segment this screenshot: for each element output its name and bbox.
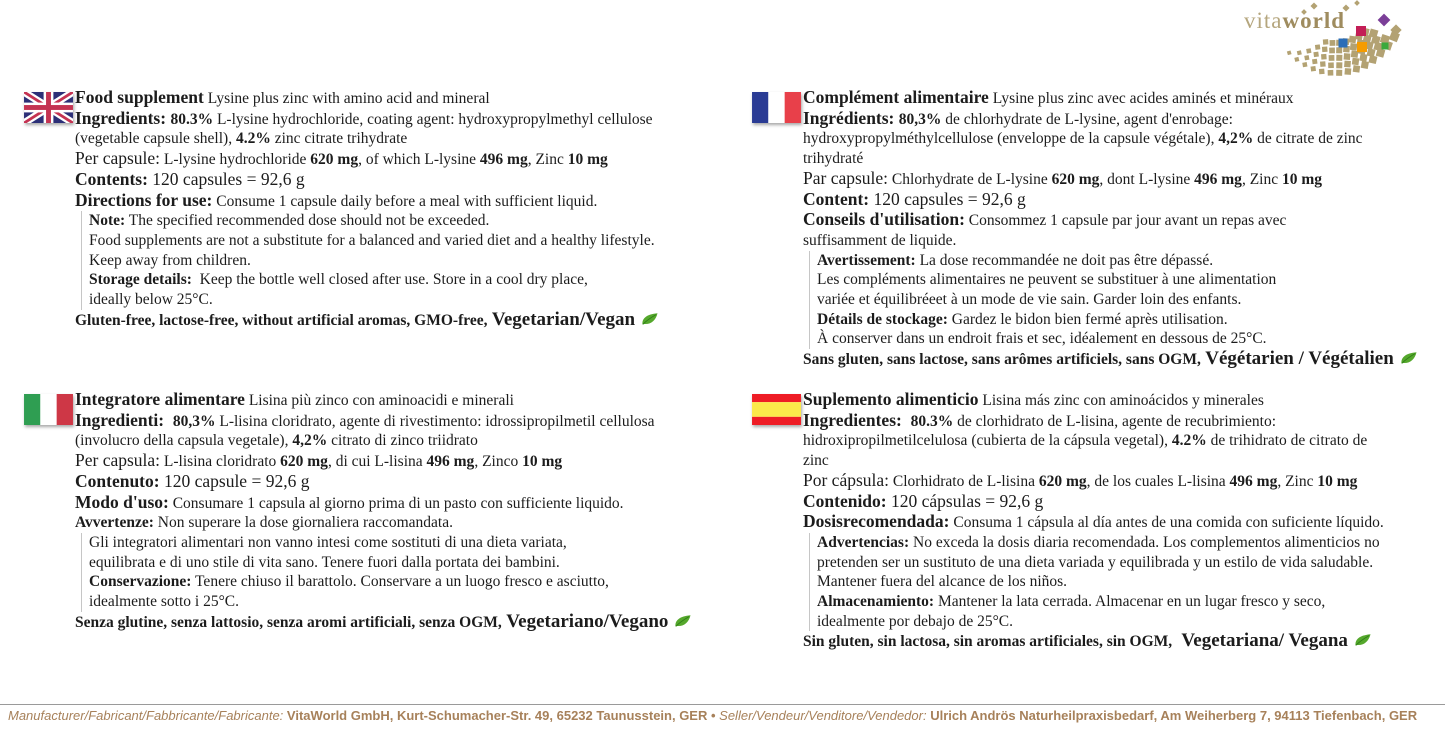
info-section [75, 390, 724, 533]
block-content [24, 88, 724, 330]
text-line: Advertencias: No exceda la dosis diaria recomendada. Los complementos alimenticios no [817, 533, 1380, 551]
text-line: pretenden ser un sustituto de una dieta variada y equilibrada y un estilo de vida saludable. [817, 553, 1374, 571]
text-line: Food supplement Lysine plus zinc with amino acid and mineral [75, 87, 490, 107]
text-line: Les compléments alimentaires ne peuvent se substituer à une alimentation [817, 271, 1277, 289]
text-line: (vegetable capsule shell), 4.2% zinc citrate trihydrate [75, 130, 408, 148]
text-line: Dosisrecomendada: Consuma 1 cápsula al día antes de una comida con suficiente líquido. [803, 511, 1384, 532]
info-section [803, 631, 1445, 652]
text-line: Sans gluten, sans lactose, sans arômes artificiels, sans OGM, Végétarien / Végétalien [803, 349, 1445, 370]
it-flag-icon [24, 394, 73, 425]
text-line: Suplemento alimenticio Lisina más zinc con aminоácidos y minerales [803, 389, 1264, 409]
text-line: Mantener fuera del alcance de los niños. [817, 573, 1068, 591]
text-line: Contenuto: 120 capsule = 92,6 g [75, 470, 310, 491]
leaf-icon [1353, 633, 1372, 648]
text-line: Ingrédients: 80,3% de chlorhydrate de L-lysine, agent d'enrobage: [803, 107, 1233, 128]
text-line: Ingredienti: 80,3% L-lisina cloridrato, agente di rivestimento: idrossipropilmetil cellulosa [75, 409, 655, 430]
block-content [752, 88, 1445, 370]
language-block-italian [24, 390, 724, 632]
leaf-icon [1399, 351, 1418, 366]
footer-manufacturer-seller [8, 708, 1445, 723]
text-line: Avertissement: La dose recommandée ne doit pas être dépassé. [817, 251, 1214, 269]
text-line: Gli integratori alimentari non vanno intesi come sostituti di una dieta variata, [89, 533, 567, 551]
text-line: Storage details: Keep the bottle well closed after use. Store in a cool dry place, [89, 271, 588, 289]
footer-address: VitaWorld GmbH, Kurt-Schumacher-Str. 49, 65232 Taunusstein, GER [283, 708, 708, 723]
text-line: Conservazione: Tenere chiuso il barattolo. Conservare a un luogo fresco e asciutto, [89, 573, 609, 591]
text-line: Complément alimentaire Lysine plus zinc avec acides aminés et minéraux [803, 87, 1294, 107]
text-line: ideally below 25°C. [89, 291, 213, 309]
warning-section [81, 211, 724, 310]
text-line: Contenido: 120 cápsulas = 92,6 g [803, 490, 1044, 511]
block-content [24, 390, 724, 632]
text-line: Per capsula: L-lisina cloridrato 620 mg, di cui L-lisina 496 mg, Zinco 10 mg [75, 450, 563, 471]
text-line: zinc [803, 452, 829, 470]
text-line: trihydraté [803, 150, 864, 168]
block-content [752, 390, 1445, 652]
text-line: Food supplements are not a substitute for a balanced and varied diet and a healthy lifestyle. [89, 231, 655, 249]
vitaworld-logo-text [1244, 8, 1345, 34]
warning-section [81, 533, 724, 612]
text-line: Gluten-free, lactose-free, without artificial aromas, GMO-free, Vegetarian/Vegan [75, 310, 724, 331]
text-line: Contents: 120 capsules = 92,6 g [75, 168, 305, 189]
footer-divider [0, 704, 1445, 705]
text-line: (involucro della capsula vegetale), 4,2% citrato di zinco triidrato [75, 432, 478, 450]
language-block-spanish [752, 390, 1445, 652]
text-line: Almacenamiento: Mantener la lata cerrada. Almacenar en un lugar fresco y seco, [817, 593, 1326, 611]
vitaworld-logo [1240, 0, 1442, 82]
text-line: Integratore alimentare Lisina più zinco con aminoacidi e minerali [75, 389, 514, 409]
leaf-icon [673, 614, 692, 629]
warning-section [809, 533, 1445, 632]
fr-flag-icon [752, 92, 801, 123]
uk-flag-icon [24, 92, 73, 123]
language-block-english [24, 88, 724, 330]
text-line: Note: The specified recommended dose should not be exceeded. [89, 212, 490, 230]
text-line: suffisamment de liquide. [803, 231, 957, 249]
text-line: idealmente sotto i 25°C. [89, 593, 239, 611]
text-line: Ingredientes: 80.3% de clorhidrato de L-lisina, agente de recubrimiento: [803, 409, 1277, 430]
text-line: Per capsule: L-lysine hydrochloride 620 mg, of which L-lysine 496 mg, Zinc 10 mg [75, 148, 608, 169]
text-line: Sin gluten, sin lactosa, sin aromas artificiales, sin OGM, Vegetariana/ Vegana [803, 631, 1445, 652]
text-line: hidroxipropilmetilcelulosa (cubierta de la cápsula vegetal), 4.2% de trihidrato de citrato de [803, 432, 1368, 450]
info-section [75, 612, 724, 633]
info-section [803, 390, 1445, 533]
language-block-french [752, 88, 1445, 370]
logo-text-world: world [1282, 8, 1345, 33]
text-line: Senza glutine, senza lattosio, senza aromi artificiali, senza OGM, Vegetariano/Vegano [75, 612, 724, 633]
logo-text-vita: vita [1244, 8, 1283, 33]
text-line: Ingredients: 80.3% L-lysine hydrochloride, coating agent: hydroxypropylmethyl cellulose [75, 107, 653, 128]
text-line: hydroxypropylméthylcellulose (enveloppe de la capsule végétale), 4,2% de citrate de zinc [803, 130, 1363, 148]
text-line: Keep away from children. [89, 251, 251, 269]
footer-role-label: Manufacturer/Fabricant/Fabbricante/Fabricante: [8, 708, 284, 723]
text-line: equilibrata e di uno stile di vita sano. Tenere fuori dalla portata dei bambini. [89, 553, 560, 571]
text-line: Par capsule: Chlorhydrate de L-lysine 620 mg, dont L-lysine 496 mg, Zinc 10 mg [803, 167, 1323, 188]
footer-role-label: Seller/Vendeur/Venditore/Vendedor: [719, 708, 927, 723]
text-line: À conserver dans un endroit frais et sec, idéalement en dessous de 25°C. [817, 330, 1267, 348]
info-section [803, 349, 1445, 370]
text-line: Directions for use: Consume 1 capsule daily before a meal with sufficient liquid. [75, 189, 598, 210]
info-section [803, 88, 1445, 251]
info-section [75, 310, 724, 331]
footer-address: • [707, 708, 720, 723]
es-flag-icon [752, 394, 801, 425]
text-line: Por cápsula: Clorhidrato de L-lisina 620 mg, de los cuales L-lisina 496 mg, Zinc 10 mg [803, 469, 1358, 490]
warning-section [809, 251, 1445, 350]
text-line: Modo d'uso: Consumare 1 capsula al giorno prima di un pasto con sufficiente liquido. [75, 491, 624, 512]
text-line: Détails de stockage: Gardez le bidon bien fermé après utilisation. [817, 310, 1228, 328]
info-section [75, 88, 724, 211]
text-line: variée et équilibréeet à un mode de vie sain. Garder loin des enfants. [817, 291, 1242, 309]
leaf-icon [640, 312, 659, 327]
text-line: Conseils d'utilisation: Consommez 1 capsule par jour avant un repas avec [803, 209, 1287, 230]
footer-address: Ulrich Andrös Naturheilpraxisbedarf, Am Weiherberg 7, 94113 Tiefenbach, GER [926, 708, 1418, 723]
text-line: Content: 120 capsules = 92,6 g [803, 188, 1026, 209]
text-line: Avvertenze: Non superare la dose giornaliera raccomandata. [75, 514, 453, 532]
text-line: idealmente por debajo de 25°C. [817, 612, 1014, 630]
